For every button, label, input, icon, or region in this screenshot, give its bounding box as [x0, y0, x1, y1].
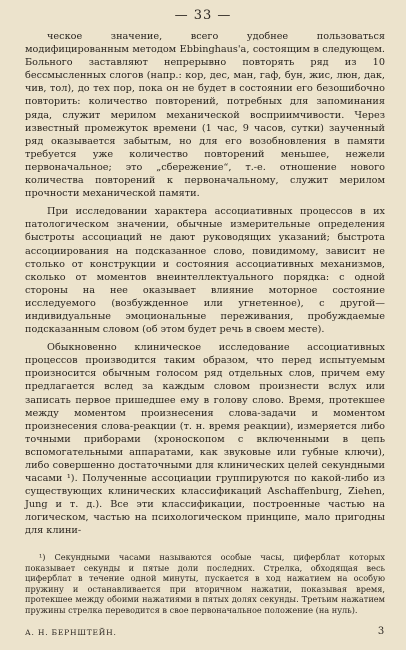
- page-footer: [25, 628, 385, 637]
- footer-author: А. Н. БЕРНШТЕЙН.: [25, 628, 117, 637]
- paragraph: Обыкновенно клиническое исследование ассоциативных процессов производится таким образом, что перед испытуемым произносится обычным голосом ряд отдельных слов, причем ему предлагается вслед за каждым словом произнести вслух или записать первое пришедшее ему в голову слово. Время, протекшее между моментом произнесения слова-задачи и моментом произнесения слова-реакции (т. н. время реакции), измеряется либо точными приборами (хроноскопом с включенными в цепь вспомогательными аппаратами, как звуковые или губные ключи), либо совершенно достаточными для клинических целей секундными часами ¹). Полученные ассоциации группируются по какой-либо из существующих клинических классификаций Aschaffenburg, Ziehen, Jung и т. д.). Все эти классификации, построенные частью на логическом, частью на психологическом принципе, мало пригодны для клини-: [25, 342, 385, 537]
- paragraph: ческое значение, всего удобнее пользоваться модифицированным методом Ebbinghaus'а, состоящим в следующем. Больного заставляют непрерывно повторять ряд из 10 бессмысленных слогов (напр.: кор, дес, ман, гаф, бун, жис, люн, дак, чив, тол), до тех пор, пока он не будет в состоянии его безошибочно повторить: количество повторений, потребных для запоминания ряда, служит мерилом механической восприимчивости. Через известный промежуток времени (1 час, 9 часов, сутки) заученный ряд оказывается забытым, но для его возобновления в памяти требуется уже количество повторений меньшее, нежели первоначальное; это „сбережение“, т.-е. отношение нового количества повторений к первоначальному, служит мерилом прочности механической памяти.: [25, 31, 385, 200]
- main-text: [25, 30, 385, 538]
- footnote: [25, 552, 385, 616]
- paragraph: При исследовании характера ассоциативных процессов в их патологическом значении, обычные измерительные определения быстроты ассоциаций не дают руководящих указаний; быстрота ассоциирования на подсказанное слово, повидимому, зависит не столько от конструкции и состояния ассоциативных механизмов, сколько от моментов внеинтеллектуального порядка: с одной стороны на нее оказывает влияние моторное состояние исследуемого (возбужденное или угнетенное), с другой—индивидуальные эмоциональные переживания, пробуждаемые подсказанным словом (об этом будет речь в своем месте).: [25, 206, 385, 336]
- footnote-text: ¹) Секундными часами называются особые часы, циферблат которых показывает секунды и пятые доли последних. Стрелка, обходящая весь циферблат в течение одной минуты, пускается в ход нажатием на особую пружину и останавливается при вторичном нажатии, показывая время, протекшее между обоими нажатиями в пятых долях секунды. Третьим нажатием пружины стрелка переводится в свое первоначальное положение (на нуль).: [25, 552, 385, 615]
- signature-mark: 3: [377, 626, 385, 637]
- page-number-header: — 33 —: [174, 8, 232, 23]
